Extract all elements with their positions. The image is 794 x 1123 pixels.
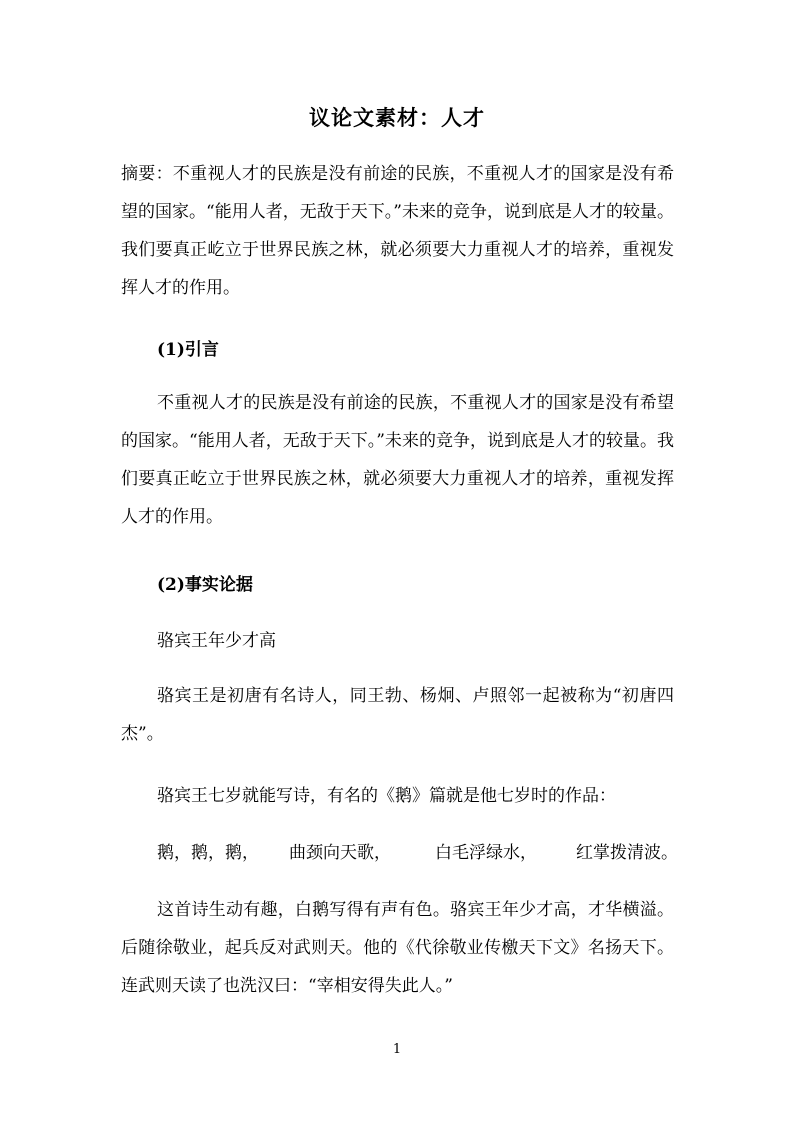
evidence-paragraph-1: 骆宾王是初唐有名诗人，同王勃、杨炯、卢照邻一起被称为“初唐四杰”。: [121, 686, 674, 744]
page-number: 1: [392, 1042, 402, 1057]
abstract-paragraph: 摘要：不重视人才的民族是没有前途的民族，不重视人才的国家是没有希望的国家。“能用人者，无敌于天下。”未来的竞争，说到底是人才的较量。我们要真正屹立于世界民族之林，就必须要大力重视人才的培养，重视发挥人才的作用。: [121, 164, 674, 298]
evidence-paragraph-3: 这首诗生动有趣，白鹅写得有声有色。骆宾王年少才高，才华横溢。后随徐敬业，起兵反对武则天。他的《代徐敬业传檄天下文》名扬天下。连武则天读了也洗汉曰：“宰相安得失此人。”: [121, 900, 674, 996]
section-heading-evidence: (2)事实论据: [157, 575, 253, 595]
evidence-paragraph-2: 骆宾王七岁就能写诗，有名的《鹅》篇就是他七岁时的作品：: [157, 786, 616, 806]
poem-verse-3: 白毛浮绿水，: [435, 843, 537, 863]
evidence-subheading: 骆宾王年少才高: [157, 631, 276, 651]
poem-verse-1: 鹅，鹅，鹅，: [157, 843, 259, 863]
poem-verse-4: 红掌拨清波。: [576, 843, 678, 863]
introduction-paragraph: 不重视人才的民族是没有前途的民族，不重视人才的国家是没有希望的国家。“能用人者，无敌于天下。”未来的竞争，说到底是人才的较量。我们要真正屹立于世界民族之林，就必须要大力重视人才的培养，重视发挥人才的作用。: [121, 393, 674, 527]
document-title: 议论文素材：人才: [309, 105, 485, 130]
poem-verse-2: 曲颈向天歌，: [289, 843, 391, 863]
section-heading-introduction: (1)引言: [157, 340, 219, 360]
